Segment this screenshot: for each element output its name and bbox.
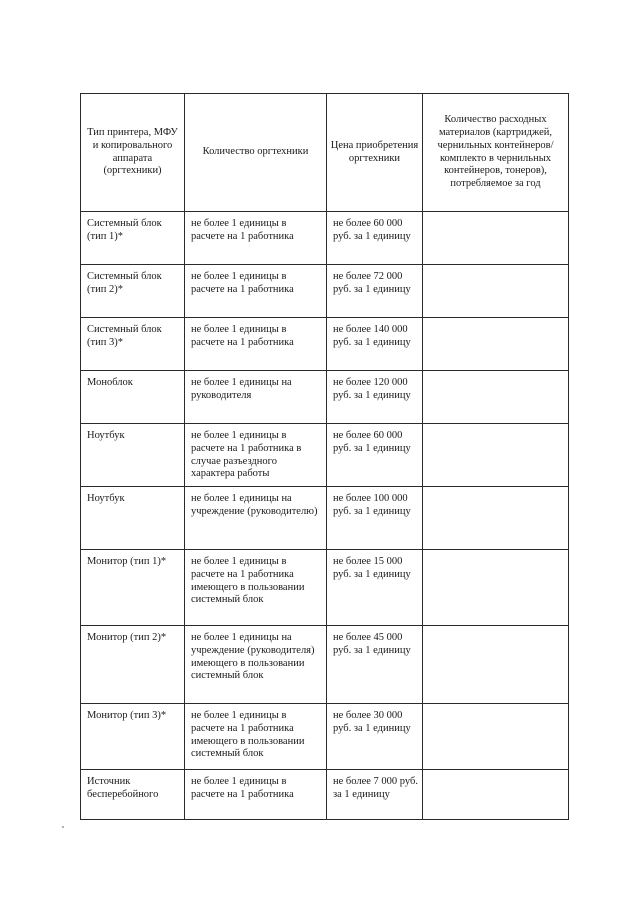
table-header-row: [81, 94, 569, 212]
cell-type: Моноблок: [81, 371, 185, 424]
cell-type: Системный блок (тип 2)*: [81, 265, 185, 318]
cell-type: Монитор (тип 1)*: [81, 550, 185, 626]
cell-price: не более 120 000 руб. за 1 единицу: [327, 371, 423, 424]
cell-quantity: не более 1 единицы в расчете на 1 работника в случае разъездного характера работы: [185, 424, 327, 487]
cell-price: не более 60 000 руб. за 1 единицу: [327, 212, 423, 265]
cell-price: не более 30 000 руб. за 1 единицу: [327, 704, 423, 770]
table-row: [81, 626, 569, 704]
cell-consumables: [423, 371, 569, 424]
table-row: [81, 487, 569, 550]
cell-consumables: [423, 550, 569, 626]
cell-quantity: не более 1 единицы в расчете на 1 работника: [185, 770, 327, 820]
cell-price: не более 100 000 руб. за 1 единицу: [327, 487, 423, 550]
cell-consumables: [423, 770, 569, 820]
cell-consumables: [423, 704, 569, 770]
cell-quantity: не более 1 единицы в расчете на 1 работника: [185, 265, 327, 318]
cell-consumables: [423, 626, 569, 704]
cell-price: не более 45 000 руб. за 1 единицу: [327, 626, 423, 704]
cell-quantity: не более 1 единицы на руководителя: [185, 371, 327, 424]
cell-price: не более 7 000 руб. за 1 единицу: [327, 770, 423, 820]
cell-type: Монитор (тип 3)*: [81, 704, 185, 770]
cell-price: не более 60 000 руб. за 1 единицу: [327, 424, 423, 487]
cell-quantity: не более 1 единицы в расчете на 1 работника имеющего в пользовании системный блок: [185, 704, 327, 770]
equipment-norms-table: [80, 93, 569, 820]
cell-consumables: [423, 424, 569, 487]
cell-quantity: не более 1 единицы в расчете на 1 работника имеющего в пользовании системный блок: [185, 550, 327, 626]
cell-price: не более 72 000 руб. за 1 единицу: [327, 265, 423, 318]
header-type: Тип принтера, МФУ и копировального аппарата (оргтехники): [81, 94, 185, 212]
table-row: [81, 265, 569, 318]
table-row: [81, 212, 569, 265]
cell-type: Ноутбук: [81, 424, 185, 487]
cell-price: не более 15 000 руб. за 1 единицу: [327, 550, 423, 626]
cell-quantity: не более 1 единицы на учреждение (руководителю): [185, 487, 327, 550]
table-row: [81, 371, 569, 424]
header-quantity: Количество оргтехники: [185, 94, 327, 212]
cell-consumables: [423, 212, 569, 265]
cell-type: Системный блок (тип 1)*: [81, 212, 185, 265]
table-row: [81, 770, 569, 820]
cell-type: Системный блок (тип 3)*: [81, 318, 185, 371]
cell-price: не более 140 000 руб. за 1 единицу: [327, 318, 423, 371]
table-row: [81, 704, 569, 770]
table-row: [81, 318, 569, 371]
cell-type: Монитор (тип 2)*: [81, 626, 185, 704]
cell-type: Источник бесперебойного: [81, 770, 185, 820]
scan-speck: [62, 826, 64, 828]
table-row: [81, 424, 569, 487]
table-row: [81, 550, 569, 626]
header-consumables: Количество расходных материалов (картриджей, чернильных контейнеров/комплекто в чернильных контейнеров, тонеров), потребляемое за год: [423, 94, 569, 212]
cell-quantity: не более 1 единицы в расчете на 1 работника: [185, 318, 327, 371]
cell-consumables: [423, 487, 569, 550]
cell-quantity: не более 1 единицы на учреждение (руководителя) имеющего в пользовании системный блок: [185, 626, 327, 704]
cell-consumables: [423, 265, 569, 318]
cell-type: Ноутбук: [81, 487, 185, 550]
header-price: Цена приобретения оргтехники: [327, 94, 423, 212]
cell-consumables: [423, 318, 569, 371]
cell-quantity: не более 1 единицы в расчете на 1 работника: [185, 212, 327, 265]
